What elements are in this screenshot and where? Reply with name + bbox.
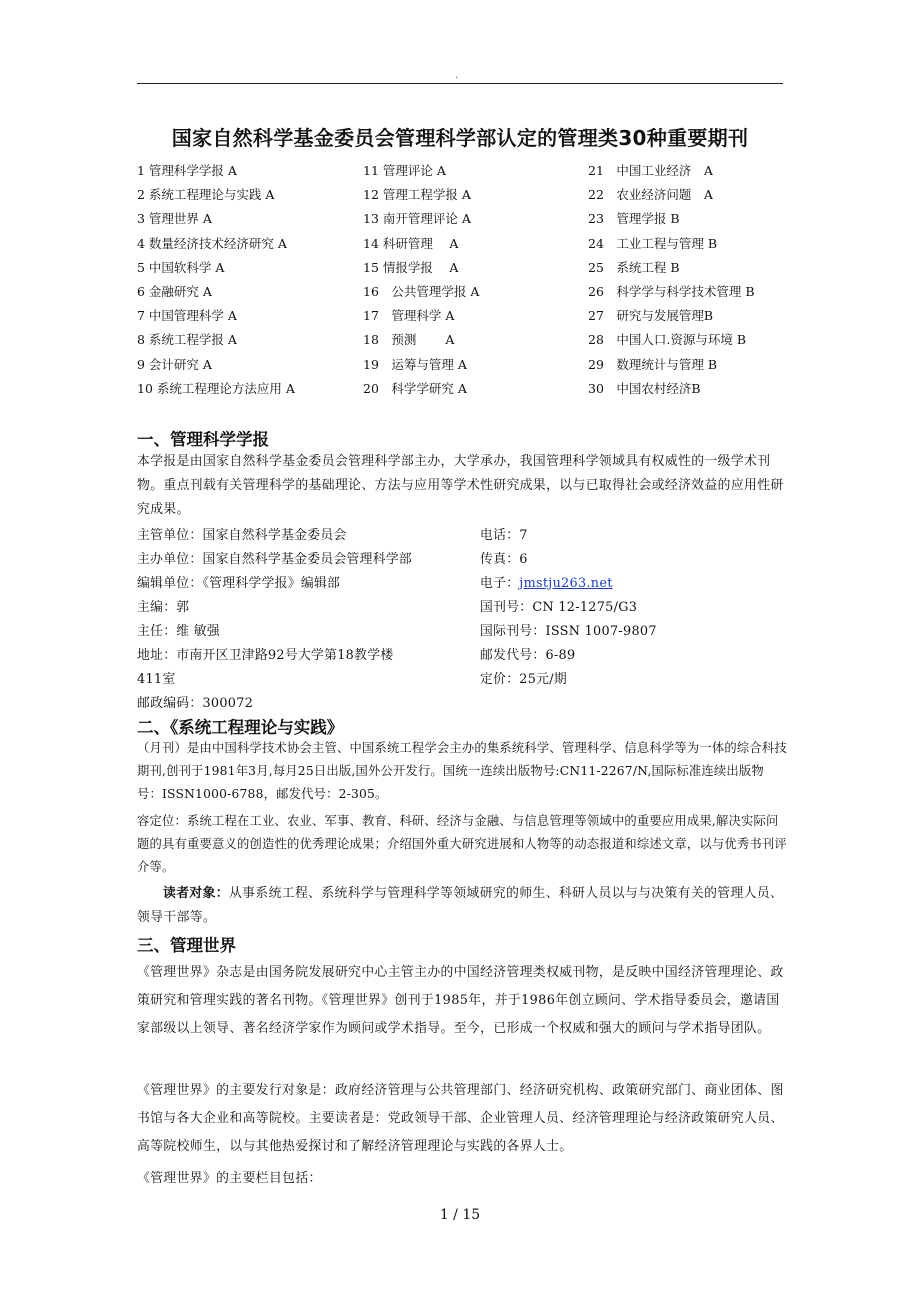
journal-item: 11 管理评论 A — [363, 163, 446, 178]
journal-item: 9 会计研究 A — [137, 356, 212, 372]
section2-para2: 容定位：系统工程在工业、农业、军事、教育、科研、经济与金融、与信息管理等领域中的重要应用成果,解决实际问题的具有重要意义的创造性的优秀理论成果；介绍国外重大研究进展和人物等的动态报道和综述文章，以与优秀书刊评介等。 — [137, 814, 787, 874]
section2-heading: 二、《系统工程理论与实践》 — [137, 718, 344, 737]
address-line1: 地址：市南开区卫津路92号大学第18教学楼 — [137, 648, 394, 663]
journal-item: 22 农业经济问题 A — [588, 187, 713, 203]
journal-item: 23 管理学报 B — [588, 211, 680, 227]
journal-item: 20 科学学研究 A — [363, 380, 467, 396]
journal-item: 21 中国工业经济 A — [588, 163, 713, 178]
price: 定价：25元/期 — [480, 672, 567, 687]
journal-item: 29 数理统计与管理 B — [588, 356, 718, 372]
address-line2: 411室 — [137, 672, 176, 687]
journal-item: 2 系统工程理论与实践 A — [137, 187, 275, 203]
journal-item: 3 管理世界 A — [137, 211, 212, 227]
section1-heading: 一、管理科学学报 — [137, 430, 269, 449]
section2-readers — [137, 882, 787, 930]
journal-item: 5 中国软科学 A — [137, 259, 225, 275]
journal-item: 18 预测 A — [363, 332, 455, 348]
journal-item: 26 科学学与科学技术管理 B — [588, 284, 755, 299]
journal-item: 15 情报学报 A — [363, 259, 459, 275]
section3-para1: 《管理世界》杂志是由国务院发展研究中心主管主办的中国经济管理类权威刊物，是反映中国经济管理理论、政 策研究和管理实践的著名刊物。《管理世界》创刊于1985年，并于1986年创立顾问、学术指导委员会，邀请国家部级以上领导、著名经济学家作为顾问或学术指导。至今，已形成一个权威和强大的顾问与学术指导团队。 — [137, 965, 784, 1036]
journal-item: 16 公共管理学报 A — [363, 284, 480, 299]
header-dot: . — [455, 70, 459, 81]
journal-item: 14 科研管理 A — [363, 235, 459, 251]
page-title: 国家自然科学基金委员会管理科学部认定的管理类30种重要期刊 — [171, 126, 749, 150]
section2-para1: （月刊）是由中国科学技术协会主管、中国系统工程学会主办的集系统科学、管理科学、信息科学等为一体的综合科技期刊,创刊于1981年3月,每月25日出版,国外公开发行。国统一连续出版物号:CN11-2267/N,国际标准连续出版物号：ISSN1000-6788，邮发代号：2-305。 — [137, 741, 787, 801]
section3-para2: 《管理世界》的主要发行对象是：政府经济管理与公共管理部门、经济研究机构、政策研究部门、商业团体、图书馆与各大企业和高等院校。主要读者是：党政领导干部、企业管理人员、经济管理理论与经济政策研究人员、高等院校师生，以与其他热爱探讨和了解经济管理理论与实践的各界人士。 — [137, 1083, 784, 1154]
issn-number: 国际刊号：ISSN 1007-9807 — [480, 624, 657, 639]
journal-item: 4 数量经济技术经济研究 A — [137, 235, 287, 251]
journal-item: 30 中国农村经济B — [588, 380, 701, 396]
journal-item: 10 系统工程理论方法应用 A — [137, 380, 295, 396]
email-link[interactable]: jmstju263.net — [519, 576, 613, 591]
editor-unit: 编辑单位：《管理科学学报》编辑部 — [137, 576, 341, 591]
journal-item: 19 运筹与管理 A — [363, 356, 467, 372]
section3-heading: 三、管理世界 — [137, 936, 236, 955]
journal-item: 13 南开管理评论 A — [363, 211, 471, 227]
header-rule — [137, 83, 783, 84]
fax: 传真：6 — [480, 552, 528, 567]
section1-intro: 本学报是由国家自然科学基金委员会管理科学部主办，大学承办，我国管理科学领域具有权威性的一级学术刊物。重点刊载有关管理科学的基础理论、方法与应用等学术性研究成果，以与已取得社会或经济效益的应用性研究成果。 — [137, 454, 784, 517]
post-code: 邮发代号：6-89 — [480, 648, 576, 663]
journal-item: 27 研究与发展管理B — [588, 308, 714, 324]
journal-item: 25 系统工程 B — [588, 259, 680, 275]
email-label: 电子： — [480, 576, 520, 591]
email-row — [480, 572, 613, 591]
readers-text: 从事系统工程、系统科学与管理科学等领域研究的师生、科研人员以与与决策有关的管理人员、领导干部等。 — [137, 886, 784, 925]
phone: 电话：7 — [480, 528, 528, 543]
postcode: 邮政编码：300072 — [137, 696, 254, 711]
journal-item: 7 中国管理科学 A — [137, 308, 237, 324]
sponsor: 主管单位：国家自然科学基金委员会 — [137, 528, 347, 543]
host: 主办单位：国家自然科学基金委员会管理科学部 — [137, 552, 413, 567]
journal-item: 24 工业工程与管理 B — [588, 235, 718, 251]
journal-item: 12 管理工程学报 A — [363, 187, 471, 203]
director: 主任：维 敏强 — [137, 624, 220, 639]
cn-number: 国刊号：CN 12-1275/G3 — [480, 600, 638, 615]
journal-item: 6 金融研究 A — [137, 284, 212, 299]
journal-item: 1 管理科学学报 A — [137, 163, 237, 178]
readers-label: 读者对象： — [163, 886, 229, 901]
journal-item: 17 管理科学 A — [363, 308, 455, 324]
section3-para3: 《管理世界》的主要栏目包括： — [137, 1171, 322, 1186]
journal-item: 28 中国人口.资源与环境 B — [588, 332, 747, 348]
journal-item: 8 系统工程学报 A — [137, 332, 237, 348]
page-number: 1 / 15 — [439, 1207, 481, 1223]
chief-editor: 主编：郭 — [137, 600, 190, 615]
